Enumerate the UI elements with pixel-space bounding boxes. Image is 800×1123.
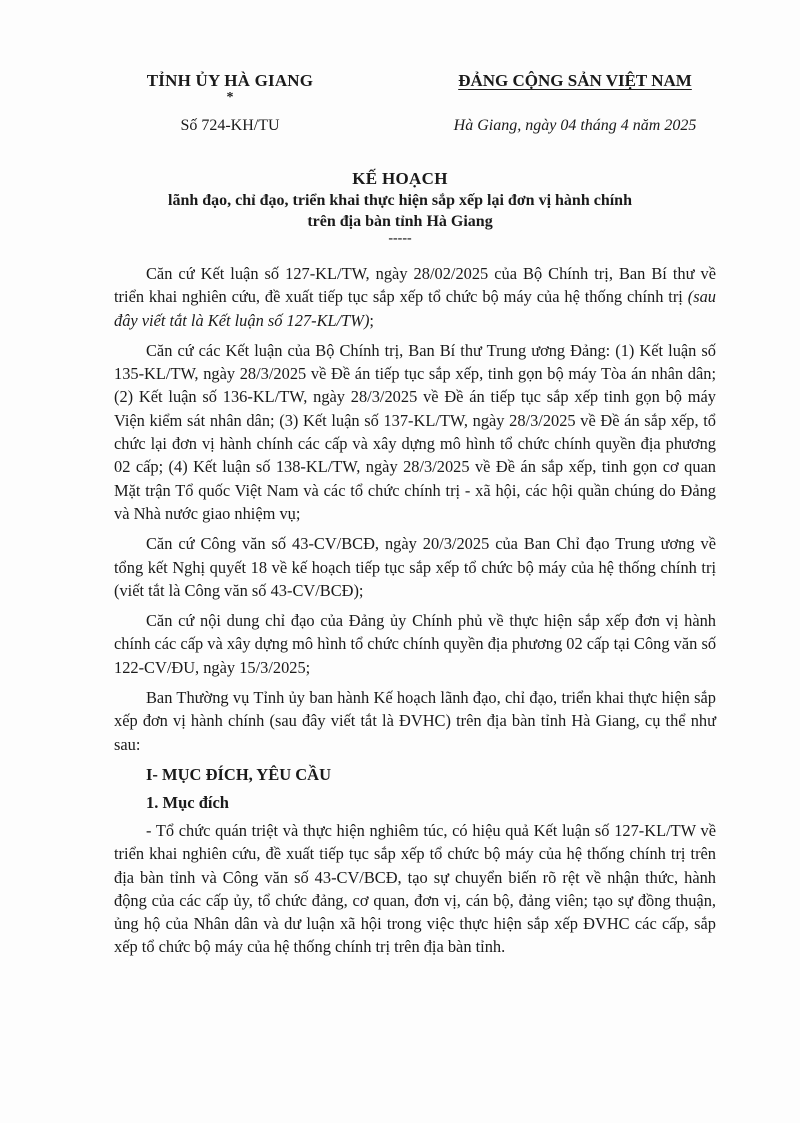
subsection-heading: 1. Mục đích: [146, 792, 229, 812]
title-separator: -----: [388, 231, 412, 246]
place-and-date: Hà Giang, ngày 04 tháng 4 năm 2025: [453, 117, 697, 134]
paragraph-issuance-statement: Ban Thường vụ Tỉnh ủy ban hành Kế hoạch lãnh đạo, chỉ đạo, triển khai thực hiện sắp xếp đơn vị hành chính (sau đây viết tắt là ĐVHC) trên địa bàn tỉnh Hà Giang, cụ thể như sau:: [114, 688, 716, 754]
paragraph-legal-basis-1: [114, 262, 716, 332]
party-block: [420, 70, 730, 136]
paragraph-legal-basis-2: Căn cứ các Kết luận của Bộ Chính trị, Ban Bí thư Trung ương Đảng: (1) Kết luận số 135-KL/TW, ngày 28/3/2025 về Đề án tiếp tục sắp xếp, tinh gọn bộ máy Tòa án nhân dân; (2) Kết luận số 136-KL/TW, ngày 28/3/2025 về Đề án tiếp tục sắp xếp tinh gọn bộ máy Viện kiểm sát nhân dân; (3) Kết luận số 137-KL/TW, ngày 28/3/2025 về Đề án sắp xếp, tổ chức lại đơn vị hành chính các cấp và xây dựng mô hình tổ chức chính quyền địa phương 02 cấp; (4) Kết luận số 138-KL/TW, ngày 28/3/2025 về Đề án sắp xếp, tinh gọn cơ quan Mặt trận Tổ quốc Việt Nam và các tổ chức chính trị - xã hội, các hội quần chúng do Đảng và Nhà nước giao nhiệm vụ;: [114, 340, 716, 523]
paragraph-legal-basis-4: Căn cứ nội dung chỉ đạo của Đảng ủy Chính phủ về thực hiện sắp xếp đơn vị hành chính các cấp và xây dựng mô hình tổ chức chính quyền địa phương 02 cấp tại Công văn số 122-CV/ĐU, ngày 15/3/2025;: [114, 611, 717, 677]
issuing-authority-block: [130, 70, 330, 136]
party-name: ĐẢNG CỘNG SẢN VIỆT NAM: [458, 71, 692, 90]
document-header: [0, 70, 800, 140]
paragraph-text: Căn cứ Kết luận số 127-KL/TW, ngày 28/02/2025 của Bộ Chính trị, Ban Bí thư về triển khai nghiên cứu, đề xuất tiếp tục sắp xếp tổ chức bộ máy của hệ thống chính trị: [114, 264, 716, 307]
paragraph-end: ;: [369, 310, 374, 330]
section-heading: I- MỤC ĐÍCH, YÊU CẦU: [146, 764, 332, 784]
document-title-block: [0, 168, 800, 246]
document-subtitle-line-1: lãnh đạo, chỉ đạo, triển khai thực hiện sắp xếp lại đơn vị hành chính: [168, 192, 632, 209]
issuing-authority-name: TỈNH ỦY HÀ GIANG: [146, 71, 314, 90]
document-type: KẾ HOẠCH: [352, 169, 448, 188]
paragraph-legal-basis-3: Căn cứ Công văn số 43-CV/BCĐ, ngày 20/3/2025 của Ban Chỉ đạo Trung ương về tổng kết Nghị quyết 18 về kế hoạch tiếp tục sắp xếp tổ chức bộ máy của hệ thống chính trị (viết tắt là Công văn số 43-CV/BCĐ);: [114, 534, 716, 600]
document-body: [114, 262, 716, 966]
document-subtitle-line-2: trên địa bàn tỉnh Hà Giang: [307, 213, 493, 230]
paragraph-italic-note: (sau đây viết tắt là Kết luận số 127-KL/TW): [114, 287, 716, 330]
document-number: Số 724-KH/TU: [180, 117, 280, 134]
star-mark: *: [226, 90, 234, 105]
paragraph-purpose-1: - Tổ chức quán triệt và thực hiện nghiêm túc, có hiệu quả Kết luận số 127-KL/TW về triển khai nghiên cứu, đề xuất tiếp tục sắp xếp tổ chức bộ máy của hệ thống chính trị trên địa bàn tỉnh và Công văn số 43-CV/BCĐ, tạo sự chuyển biến rõ rệt về nhận thức, hành động của các cấp ủy, tổ chức đảng, cơ quan, đơn vị, cán bộ, đảng viên; tạo sự đồng thuận, ủng hộ của Nhân dân và dư luận xã hội trong việc thực hiện sắp xếp ĐVHC các cấp, sắp xếp tổ chức bộ máy của hệ thống chính trị trên địa bàn tỉnh.: [114, 820, 716, 957]
